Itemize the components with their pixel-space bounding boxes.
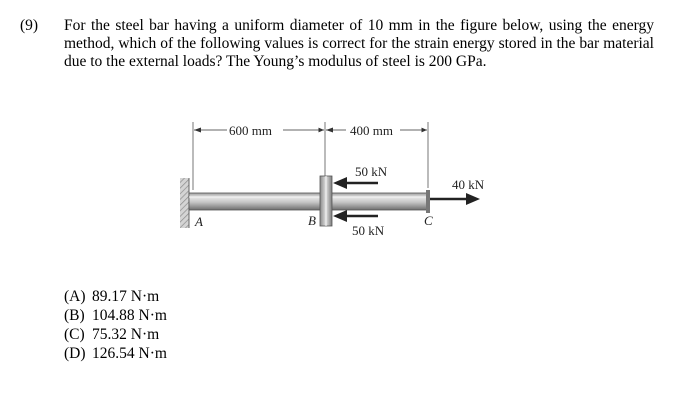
option-letter: (C) bbox=[64, 326, 85, 343]
answer-options bbox=[64, 287, 167, 363]
dimension-label-bc: 400 mm bbox=[350, 123, 393, 138]
point-label-b: B bbox=[308, 213, 316, 228]
wall-support bbox=[180, 178, 189, 228]
flange-b bbox=[320, 176, 332, 226]
option-letter: (B) bbox=[64, 307, 85, 324]
option-value: 89.17 N·m bbox=[92, 288, 160, 305]
load-label-b-top: 50 kN bbox=[355, 164, 388, 179]
load-label-c: 40 kN bbox=[452, 177, 485, 192]
option-d[interactable] bbox=[64, 344, 167, 363]
option-letter: (D) bbox=[64, 345, 86, 362]
option-letter: (A) bbox=[64, 288, 86, 305]
dimension-label-ab: 600 mm bbox=[229, 123, 272, 138]
load-label-b-bottom: 50 kN bbox=[352, 223, 385, 238]
option-a[interactable] bbox=[64, 287, 167, 306]
load-arrow-c bbox=[430, 193, 480, 205]
question-number: (9) bbox=[20, 17, 39, 34]
steel-bar bbox=[189, 190, 430, 213]
question-text: For the steel bar having a uniform diameter of 10 mm in the figure below, using the energy method, which of the following values is correct for the strain energy stored in the bar material due to the external loads? The Young’s modulus of steel is 200 GPa. bbox=[64, 17, 654, 70]
load-arrow-b-bottom bbox=[333, 210, 378, 222]
option-value: 75.32 N·m bbox=[92, 326, 160, 343]
option-b[interactable] bbox=[64, 306, 167, 325]
option-value: 104.88 N·m bbox=[92, 307, 167, 324]
option-c[interactable] bbox=[64, 325, 167, 344]
point-label-c: C bbox=[424, 213, 433, 228]
option-value: 126.54 N·m bbox=[92, 345, 167, 362]
point-label-a: A bbox=[195, 214, 203, 229]
